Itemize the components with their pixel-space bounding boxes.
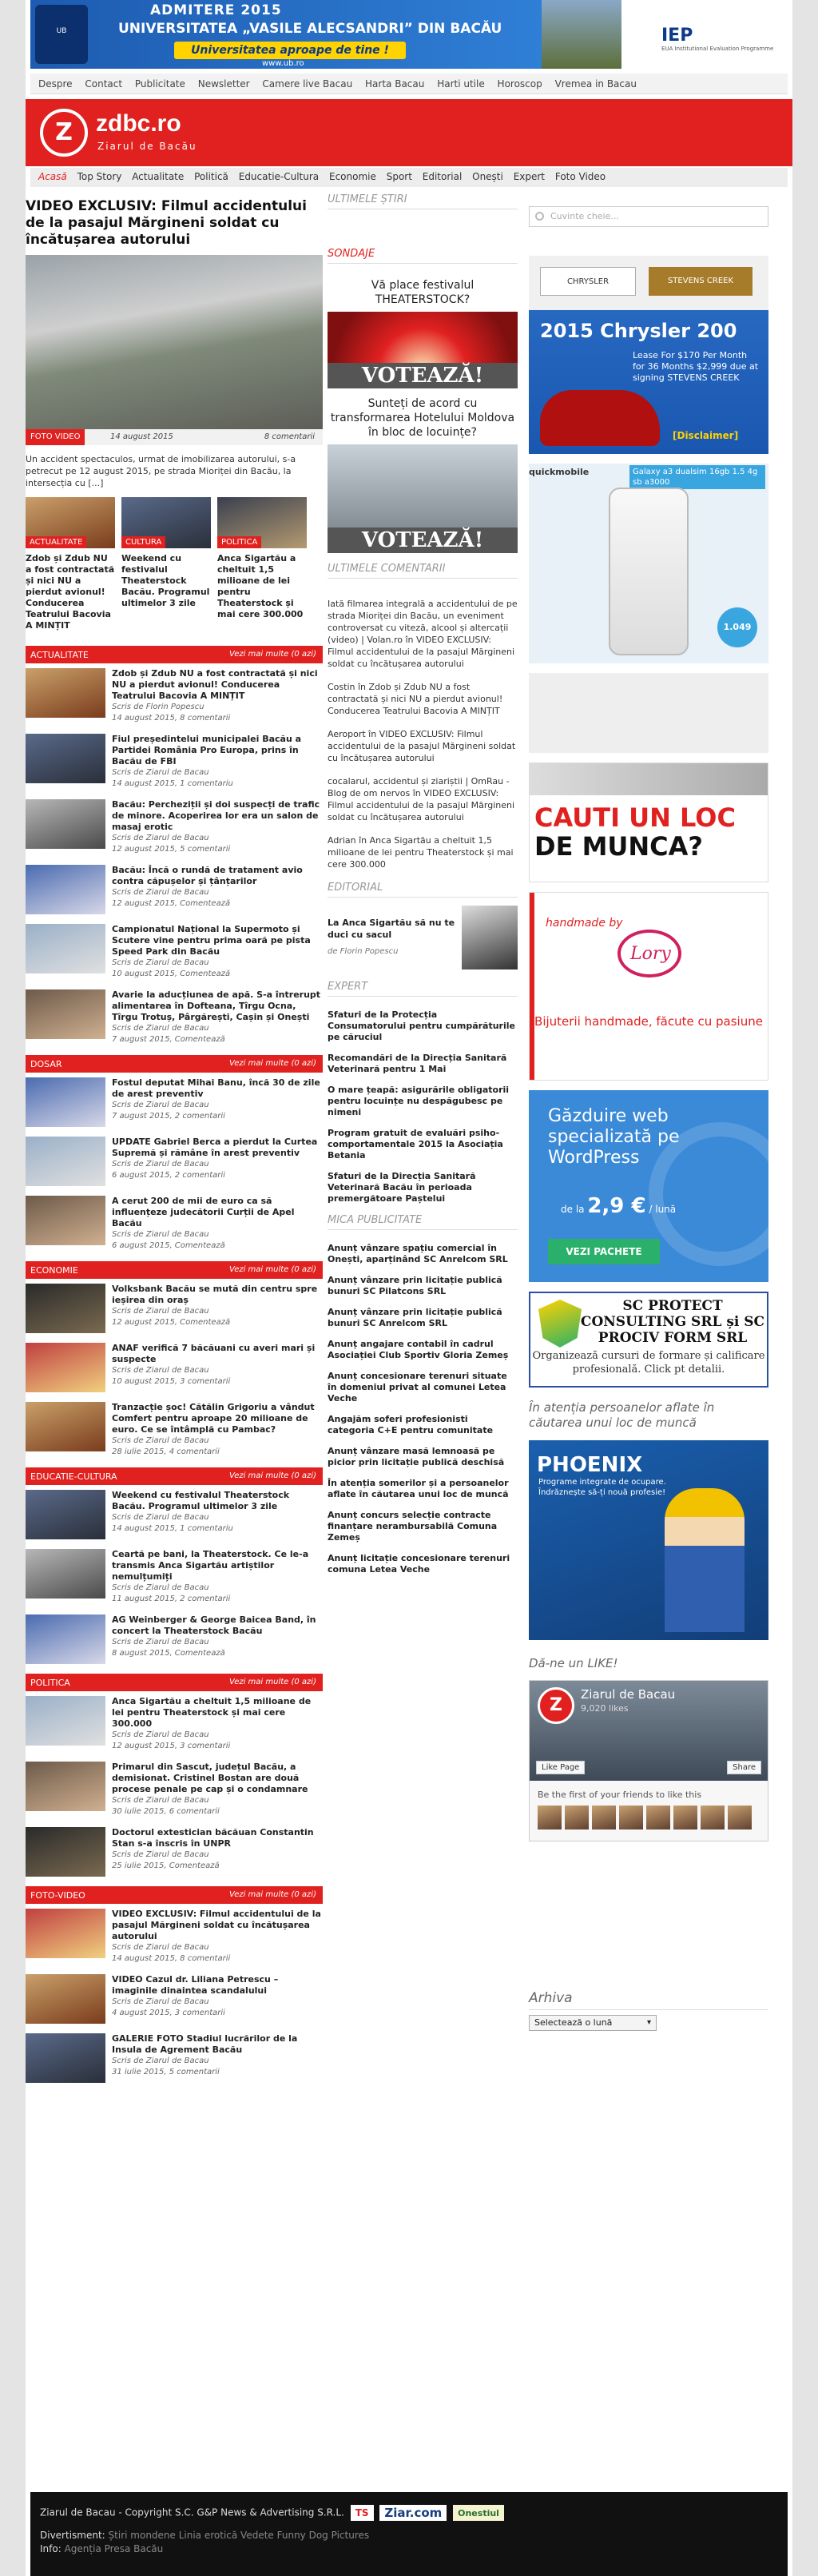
avatar[interactable] (646, 1806, 670, 1829)
ziar-com-badge[interactable]: Ziar.com (379, 2505, 447, 2521)
article-title[interactable]: Anca Sigartău a cheltuit 1,5 milioane de lei pentru Theaterstock și mai cere 300.000 (112, 1696, 312, 1729)
list-item[interactable] (26, 1196, 323, 1252)
avatar[interactable] (619, 1806, 643, 1829)
site-name[interactable]: zdbc.ro (96, 110, 181, 137)
article-author: Scris de Ziarul de Bacau (112, 1436, 209, 1445)
footer-info (40, 2542, 778, 2556)
chrysler-disclaimer[interactable]: [Disclaimer] (673, 430, 739, 441)
list-item[interactable] (26, 1549, 323, 1605)
facebook-page-logo[interactable]: Z (538, 1687, 574, 1724)
iep-logo (621, 0, 788, 69)
article-author: Scris de Ziarul de Bacau (112, 1730, 209, 1739)
featured-excerpt: Un accident spectaculos, urmat de imobilizarea autorului, s-a petrecut pe 12 august 2015, pe strada Mioriței din Bacău, la intersecția cu [...] (26, 454, 296, 488)
trio-tag: ACTUALITATE (26, 536, 86, 548)
article-date: 12 august 2015, 5 comentarii (112, 845, 231, 854)
article-thumbnail[interactable] (26, 1549, 105, 1599)
toplink-publicitate[interactable]: Publicitate (134, 78, 185, 90)
expert-heading: EXPERT (328, 981, 518, 997)
article-thumbnail[interactable] (26, 1827, 105, 1877)
toplink-newsletter[interactable]: Newsletter (197, 78, 250, 90)
article-title[interactable]: Fostul deputat Mihai Banu, încă 30 de zile de arest preventiv (112, 1077, 320, 1099)
nav-top-story[interactable]: Top Story (77, 171, 122, 182)
search-icon (535, 212, 544, 221)
middle-column (328, 193, 518, 1585)
recent-comment[interactable]: Costin în Zdob și Zdub NU a fost contractată și nici NU a pierdut avionul! Conducerea Teatrului Bacovia A MINȚIT (328, 682, 503, 716)
small-ad-item[interactable]: Anunț concurs selecție contracte finanțare nerambursabilă Comuna Zemeș (328, 1510, 498, 1543)
small-ad-item[interactable]: Anunț vânzare prin licitație publică bunuri SC Anrelcom SRL (328, 1307, 502, 1328)
jobs-line-1: CAUTI UN LOC (534, 802, 736, 833)
small-ad-item[interactable]: Anunț angajare contabil în cadrul Asociației Club Sportiv Gloria Zemeș (328, 1339, 509, 1360)
list-item[interactable] (26, 1402, 323, 1458)
section-title[interactable]: FOTO-VIDEO (30, 1890, 85, 1901)
recent-comment[interactable]: cocalarul, accidentul și ziariștii | OmRau - Blog de om nervos în VIDEO EXCLUSIV: Filmul accidentului de la pasajul Mărgineni soldat cu încătușarea autorului (328, 776, 515, 822)
small-ad-item[interactable]: Anunț vânzare prin licitație publică bunuri SC Pilatcons SRL (328, 1275, 502, 1296)
avatar[interactable] (538, 1806, 562, 1829)
list-item[interactable] (26, 799, 323, 855)
list-item[interactable] (26, 1762, 323, 1818)
article-author: Scris de Ziarul de Bacau (112, 1230, 209, 1239)
page (26, 0, 792, 2576)
top-links (30, 74, 788, 94)
article-thumbnail[interactable] (26, 1974, 105, 2024)
trio-image[interactable] (217, 497, 307, 548)
section-header (26, 646, 323, 663)
article-date: 10 august 2015, Comentează (112, 969, 231, 978)
poll-question-2: Sunteți de acord cu transformarea Hotelului Moldova în bloc de locuințe? (330, 397, 515, 439)
nav-editorial[interactable]: Editorial (422, 171, 463, 182)
scp-companies: SC PROTECT CONSULTING SRL și SC PROCIV FORM SRL (580, 1298, 765, 1346)
article-author: Scris de Ziarul de Bacau (112, 834, 209, 842)
phone-model: Galaxy a3 dualsim 16gb 1.5 4g sb a3000 (629, 465, 765, 489)
expert-item[interactable]: Recomandări de la Direcția Sanitară Veterinară pentru 1 Mai (328, 1053, 507, 1074)
left-column (26, 198, 323, 2092)
article-date: 14 august 2015, 8 comentarii (112, 714, 231, 723)
section-header (26, 1674, 323, 1691)
article-date: 7 august 2015, 2 comentarii (112, 1112, 225, 1121)
list-item[interactable] (26, 1696, 323, 1752)
section-foto-video (26, 1886, 323, 2083)
article-thumbnail[interactable] (26, 1284, 105, 1333)
trio-row (26, 497, 323, 631)
ts-badge[interactable]: TS (351, 2505, 374, 2521)
chrysler-logo: CHRYSLER (540, 267, 636, 296)
phoenix-sub: Programe integrate de ocupare. Îndrăznește să-ți nouă profesie! (538, 1478, 666, 1497)
article-thumbnail[interactable] (26, 865, 105, 914)
section-more-link[interactable]: Vezi mai multe (0 azi) (228, 1890, 316, 1899)
archive-heading: Arhiva (529, 1990, 768, 2010)
recent-comment[interactable]: Iată filmarea integrală a accidentului de pe strada Mioriței din Bacău, un eveniment controversat cu viteză, alcool și altercații (video) | Volan.ro în VIDEO EXCLUSIV: Filmul accidentului de la pasajul Mărgineni soldat cu încătușarea autorului (328, 599, 518, 669)
jobs-ad[interactable] (529, 762, 768, 882)
expert-item[interactable]: O mare țeapă: asigurările obligatorii pentru locuințe nu despăgubesc pe nimeni (328, 1085, 510, 1117)
article-date: 6 august 2015, 2 comentarii (112, 1171, 225, 1180)
list-item[interactable] (26, 1137, 323, 1186)
lory-name: Lory (630, 944, 671, 964)
iep-sub: EUA Institutional Evaluation Programme (661, 46, 774, 52)
university-logo: UB (35, 5, 88, 64)
site-tagline: Ziarul de Bacău (97, 141, 197, 152)
trio-image[interactable] (26, 497, 115, 548)
list-item[interactable] (26, 1343, 323, 1392)
chrysler-ad[interactable] (529, 256, 768, 454)
car-image (540, 390, 660, 446)
section-more-link[interactable]: Vezi mai multe (0 azi) (228, 1471, 316, 1480)
section-header (26, 1261, 323, 1279)
article-author: Scris de Ziarul de Bacau (112, 1513, 209, 1522)
article-title[interactable]: Zdob și Zdub NU a fost contractată și nici NU a pierdut avionul! Conducerea Teatrului Bacovia A MINȚIT (112, 668, 318, 701)
article-author: Scris de Ziarul de Bacau (112, 958, 209, 967)
small-ad-item[interactable]: Anunț licitație concesionare terenuri comuna Letea Veche (328, 1553, 510, 1575)
article-author: Scris de Ziarul de Bacau (112, 2056, 209, 2065)
toplink-vremea[interactable]: Vremea in Bacau (554, 78, 637, 90)
banner-slogan: Universitatea aproape de tine ! (174, 42, 406, 59)
list-item[interactable] (26, 1077, 323, 1127)
article-author: Scris de Ziarul de Bacau (112, 768, 209, 777)
footer-row (40, 2505, 778, 2521)
article-thumbnail[interactable] (26, 924, 105, 973)
featured-meta (26, 429, 323, 445)
article-title[interactable]: Tranzacție șoc! Cătălin Grigoriu a vândut Comfert pentru aproape 20 milioane de euro. Ce se întâmplă cu Pambac? (112, 1402, 315, 1435)
expert-item[interactable]: Sfaturi de la Protecția Consumatorului pentru cumpărăturile pe căruciul (328, 1009, 515, 1042)
dealer-logo: STEVENS CREEK (649, 267, 752, 296)
section-more-link[interactable]: Vezi mai multe (0 azi) (228, 1265, 316, 1274)
article-thumbnail[interactable] (26, 1490, 105, 1539)
trio-item[interactable] (26, 497, 115, 631)
article-title[interactable]: Weekend cu festivalul Theaterstock Bacău. Programul ultimelor 3 zile (112, 1490, 290, 1511)
nav-economie[interactable]: Economie (329, 171, 376, 182)
article-author: Scris de Ziarul de Bacau (112, 888, 209, 897)
trio-tag: CULTURA (121, 536, 165, 548)
wp-price: 2,9 € (587, 1194, 646, 1218)
nav-expert[interactable]: Expert (513, 171, 546, 182)
see-packages-button[interactable]: VEZI PACHETE (548, 1239, 660, 1264)
article-title[interactable]: Avarie la aducțiunea de apă. S-a întrerupt alimentarea în Dofteana, Tîrgu Ocna, Tîrgu Trotuș, Pârgărești, Cașin și Onești (112, 989, 321, 1022)
section-title[interactable]: DOSAR (30, 1059, 62, 1069)
iep-text: IEP (661, 26, 693, 46)
list-item[interactable] (26, 1827, 323, 1877)
site-header (26, 99, 792, 166)
avatar[interactable] (728, 1806, 752, 1829)
article-author: Scris de Ziarul de Bacau (112, 1638, 209, 1646)
chevron-down-icon: ▾ (646, 2018, 651, 2027)
article-author: Scris de Florin Popescu (112, 703, 204, 711)
article-date: 11 august 2015, 2 comentarii (112, 1595, 231, 1603)
article-title[interactable]: GALERIE FOTO Stadiul lucrărilor de la Insula de Agrement Bacău (112, 2033, 298, 2055)
article-thumbnail[interactable] (26, 1137, 105, 1186)
wordpress-hosting-ad[interactable] (529, 1090, 768, 1282)
article-thumbnail[interactable] (26, 1696, 105, 1746)
small-ad-item[interactable]: Anunț vânzare masă lemnoasă pe picior prin licitație publică deschisă (328, 1446, 505, 1467)
article-date: 12 august 2015, 3 comentarii (112, 1742, 231, 1750)
onestiul-badge[interactable]: Onestiul (453, 2505, 504, 2521)
scp-text: Organizează cursuri de formare și calificare profesională. Click pt detalii. (532, 1350, 765, 1376)
small-ad-item[interactable]: Angajăm soferi profesionisti categoria C+E pentru comunitate (328, 1414, 494, 1435)
article-title[interactable]: Ceartă pe bani, la Theaterstock. Ce le-a transmis Anca Sigartău artiștilor nemulțumiți (112, 1549, 309, 1582)
section-title[interactable]: EDUCATIE-CULTURA (30, 1471, 117, 1482)
small-ad-item[interactable]: Anunț concesionare terenuri situate în domeniul privat al comunei Letea Veche (328, 1371, 507, 1403)
article-thumbnail[interactable] (26, 1196, 105, 1245)
quickmobile-logo: quickmobile (529, 467, 590, 477)
info-link[interactable]: Agenția Presa Bacău (64, 2543, 164, 2554)
toplink-contact[interactable]: Contact (85, 78, 123, 90)
section-header (26, 1886, 323, 1904)
facebook-like-count: 9,020 likes (581, 1703, 629, 1714)
phoenix-title: PHOENIX (537, 1453, 643, 1477)
nav-actualitate[interactable]: Actualitate (132, 171, 185, 182)
article-author: Scris de Ziarul de Bacau (112, 1943, 209, 1952)
vote-label-1: VOTEAZĂ! (328, 363, 518, 388)
list-item[interactable] (26, 865, 323, 914)
editorial-author: de Florin Popescu (328, 947, 399, 956)
wp-per: / lună (649, 1204, 677, 1215)
section-title[interactable]: ACTUALITATE (30, 650, 89, 660)
list-item[interactable] (26, 989, 323, 1045)
article-title[interactable]: UPDATE Gabriel Berca a pierdut la Curtea Supremă și rămâne în arest preventiv (112, 1137, 318, 1158)
article-date: 8 august 2015, Comentează (112, 1649, 225, 1658)
protect-consulting-ad[interactable] (529, 1292, 768, 1388)
toplink-harti[interactable]: Harti utile (437, 78, 485, 90)
share-button[interactable]: Share (727, 1761, 761, 1774)
list-item[interactable] (26, 1974, 323, 2024)
chrysler-title: 2015 Chrysler 200 (540, 320, 737, 342)
article-date: 25 iulie 2015, Comentează (112, 1861, 220, 1870)
lory-ad[interactable] (529, 892, 768, 1081)
avatar[interactable] (592, 1806, 616, 1829)
lory-text: Bijuterii handmade, făcute cu pasiune (534, 1014, 763, 1029)
polls-heading: SONDAJE (328, 248, 518, 264)
toplink-harta[interactable]: Harta Bacau (365, 78, 425, 90)
article-title[interactable]: VIDEO Cazul dr. Liliana Petrescu – imaginile dinaintea scandalului (112, 1974, 279, 1996)
article-date: 10 august 2015, 3 comentarii (112, 1377, 231, 1386)
poll-question-1: Vă place festivalul THEATERSTOCK? (371, 279, 475, 306)
article-date: 30 iulie 2015, 6 comentarii (112, 1807, 220, 1816)
footer-divertisment (40, 2529, 778, 2542)
featured-title[interactable]: VIDEO EXCLUSIV: Filmul accidentului de la pasajul Mărgineni soldat cu încătușarea autorului (26, 198, 307, 248)
list-item[interactable] (26, 668, 323, 724)
article-author: Scris de Ziarul de Bacau (112, 1366, 209, 1375)
trio-item[interactable] (217, 497, 307, 631)
article-date: 7 august 2015, Comentează (112, 1035, 225, 1044)
small-ad-item[interactable]: Anunț vânzare spațiu comercial în Onești, aparținând SC Anrelcom SRL (328, 1243, 508, 1264)
info-label: Info: (40, 2543, 62, 2554)
article-title[interactable]: VIDEO EXCLUSIV: Filmul accidentului de la pasajul Mărgineni soldat cu încătușarea autorului (112, 1909, 321, 1941)
list-item[interactable] (26, 1490, 323, 1539)
trio-item[interactable] (121, 497, 211, 631)
article-title[interactable]: Doctorul extestician băcăuan Constantin Stan s-a înscris în UNPR (112, 1827, 314, 1849)
vote-button-1[interactable] (328, 312, 518, 388)
article-title[interactable]: Bacău: Încă o rundă de tratament avio contra căpușelor și țânțarilor (112, 865, 303, 886)
section-actualitate (26, 646, 323, 1045)
article-author: Scris de Ziarul de Bacau (112, 1850, 209, 1859)
trio-image[interactable] (121, 497, 211, 548)
wp-from: de la (561, 1204, 585, 1215)
like-heading: Dă-ne un LIKE! (529, 1656, 618, 1670)
facebook-friends-text: Be the first of your friends to like this (538, 1790, 702, 1800)
article-title[interactable]: A cerut 200 de mii de euro ca să influențeze judecătorii Curții de Apel Bacău (112, 1196, 295, 1228)
avatar[interactable] (701, 1806, 725, 1829)
ad-placeholder (529, 673, 768, 753)
chrysler-offer: Lease For $170 Per Month for 36 Months $2,999 due at signing STEVENS CREEK (633, 350, 759, 383)
main-nav (30, 168, 788, 187)
right-column (529, 206, 768, 2031)
article-title[interactable]: Fiul președintelui municipalei Bacău a Partidei România Pro Europa, prins în Bacău de FBI (112, 734, 302, 766)
list-item[interactable] (26, 1909, 323, 1965)
site-footer (30, 2492, 788, 2576)
wp-title: Găzduire web specializată pe WordPress (548, 1106, 680, 1168)
article-thumbnail[interactable] (26, 799, 105, 849)
article-title[interactable]: Volksbank Bacău se mută din centru spre ieșirea din oraș (112, 1284, 318, 1305)
editorial-heading: EDITORIAL (328, 882, 518, 898)
banner-photo (542, 0, 621, 69)
section-politica (26, 1674, 323, 1877)
featured-image[interactable] (26, 255, 323, 429)
list-item[interactable] (26, 1284, 323, 1333)
article-date: 6 august 2015, Comentează (112, 1241, 225, 1250)
avatar[interactable] (673, 1806, 697, 1829)
section-dosar (26, 1055, 323, 1252)
trio-title[interactable]: Weekend cu festivalul Theaterstock Bacău. Programul ultimelor 3 zile (121, 553, 210, 608)
section-more-link[interactable]: Vezi mai multe (0 azi) (228, 1678, 316, 1686)
comments-heading: ULTIMELE COMENTARII (328, 563, 518, 579)
featured-comments[interactable]: 8 comentarii (264, 432, 315, 441)
article-date: 28 iulie 2015, 4 comentarii (112, 1447, 220, 1456)
avatar[interactable] (565, 1806, 589, 1829)
worker-image (665, 1488, 745, 1632)
archive-select[interactable] (529, 2015, 657, 2031)
top-banner-ad[interactable] (30, 0, 788, 69)
article-author: Scris de Ziarul de Bacau (112, 1024, 209, 1033)
search-input[interactable] (529, 206, 768, 227)
featured-tag[interactable]: FOTO VIDEO (26, 429, 85, 445)
recent-comment[interactable]: Aeroport în VIDEO EXCLUSIV: Filmul accidentului de la pasajul Mărgineni soldat cu încătușarea autorului (328, 729, 516, 763)
article-title[interactable]: AG Weinberger & George Baicea Band, în concert la Theaterstock Bacău (112, 1614, 316, 1636)
archive-select-value: Selectează o lună (534, 2017, 613, 2028)
trio-title[interactable]: Zdob și Zdub NU a fost contractată și nici NU a pierdut avionul! Conducerea Teatrului Bacovia A MINȚIT (26, 553, 115, 631)
nav-sport[interactable]: Sport (386, 171, 412, 182)
article-title[interactable]: Primarul din Sascut, județul Bacău, a demisionat. Cristinel Bostan are două procese penale pe cap și o condamnare (112, 1762, 308, 1794)
section-header (26, 1055, 323, 1073)
footer-copyright: Ziarul de Bacau - Copyright S.C. G&P News & Advertising S.R.L. (40, 2506, 344, 2518)
recent-comment[interactable]: Adrian în Anca Sigartău a cheltuit 1,5 milioane de lei pentru Theaterstock și mai cere 300.000 (328, 835, 514, 870)
phone-price: 1.049 Lei (717, 607, 757, 647)
list-item[interactable] (26, 924, 323, 980)
vote-label-2: VOTEAZĂ! (328, 528, 518, 553)
banner-university: UNIVERSITATEA „VASILE ALECSANDRI” DIN BACĂU (118, 21, 502, 37)
phoenix-ad[interactable] (529, 1440, 768, 1640)
nav-politica[interactable]: Politică (194, 171, 228, 182)
facebook-widget[interactable] (529, 1680, 768, 1841)
editorial-author-photo[interactable] (462, 906, 518, 969)
article-date: 12 august 2015, Comentează (112, 899, 231, 908)
article-date: 12 august 2015, Comentează (112, 1318, 231, 1327)
facebook-page-name[interactable]: Ziarul de Bacau (581, 1687, 676, 1702)
trio-tag: POLITICA (217, 536, 261, 548)
nav-onesti[interactable]: Onești (472, 171, 503, 182)
toplink-despre[interactable]: Despre (38, 78, 73, 90)
div-label: Divertisment: (40, 2530, 105, 2541)
article-thumbnail[interactable] (26, 668, 105, 718)
trio-title[interactable]: Anca Sigartău a cheltuit 1,5 milioane de lei pentru Theaterstock și mai cere 300.000 (217, 553, 304, 619)
section-economie (26, 1261, 323, 1458)
section-header (26, 1467, 323, 1485)
article-date: 31 iulie 2015, 5 comentarii (112, 2068, 220, 2076)
nav-foto-video[interactable]: Foto Video (554, 171, 606, 182)
editorial-item[interactable] (328, 906, 518, 969)
banner-url: www.ub.ro (262, 59, 304, 68)
section-title[interactable]: POLITICA (30, 1678, 70, 1688)
article-thumbnail[interactable] (26, 1909, 105, 1958)
samsung-ad[interactable] (529, 464, 768, 672)
article-thumbnail[interactable] (26, 1343, 105, 1392)
article-author: Scris de Ziarul de Bacau (112, 1583, 209, 1592)
section-more-link[interactable]: Vezi mai multe (0 azi) (228, 1059, 316, 1068)
article-thumbnail[interactable] (26, 1762, 105, 1811)
article-author: Scris de Ziarul de Bacau (112, 1160, 209, 1169)
search-placeholder: Cuvinte cheie... (550, 211, 619, 221)
site-logo-icon[interactable]: Z (40, 109, 88, 157)
section-educatie-cultura (26, 1467, 323, 1664)
jobseekers-caption: În atenția persoanelor aflate în căutarea unui loc de muncă (529, 1400, 715, 1430)
article-thumbnail[interactable] (26, 734, 105, 783)
section-list (26, 646, 323, 2083)
article-date: 14 august 2015, 1 comentariu (112, 1524, 233, 1533)
toplink-camere[interactable]: Camere live Bacau (262, 78, 353, 90)
wp-price-line (561, 1194, 676, 1218)
article-date: 4 august 2015, 3 comentarii (112, 2009, 225, 2017)
div-links[interactable]: Știri mondene Linia erotică Vedete Funny Dog Pictures (108, 2530, 370, 2541)
list-item[interactable] (26, 2033, 323, 2083)
article-date: 14 august 2015, 1 comentariu (112, 779, 233, 788)
nav-educatie[interactable]: Educatie-Cultura (238, 171, 320, 182)
nav-acasa[interactable]: Acasă (38, 171, 67, 182)
facebook-friend-avatars (538, 1806, 752, 1829)
editorial-title[interactable]: La Anca Sigartău să nu te duci cu sacul (328, 918, 455, 940)
article-author: Scris de Ziarul de Bacau (112, 1307, 209, 1316)
small-ad-item[interactable]: În atenția somerilor și a persoanelor aflate în căutarea unui loc de muncă (328, 1478, 509, 1499)
article-thumbnail[interactable] (26, 1402, 105, 1451)
section-title[interactable]: ECONOMIE (30, 1265, 78, 1276)
banner-title: ADMITERE 2015 (150, 2, 282, 18)
expert-item[interactable]: Sfaturi de la Direcția Sanitară Veterinară Bacău în perioada premergătoare Paștelui (328, 1171, 476, 1204)
latest-news-heading: ULTIMELE ȘTIRI (328, 193, 518, 209)
article-thumbnail[interactable] (26, 1077, 105, 1127)
featured-date: 14 august 2015 (110, 432, 173, 441)
phone-image (609, 488, 689, 655)
article-title[interactable]: Bacău: Percheziții și doi suspecți de trafic de minore. Acoperirea lor era un salon de masaj erotic (112, 799, 320, 832)
expert-item[interactable]: Program gratuit de evaluări psiho-comportamentale 2015 la Asociația Betania (328, 1128, 503, 1161)
article-title[interactable]: ANAF verifică 7 băcăuani cu averi mari și suspecte (112, 1343, 316, 1364)
article-thumbnail[interactable] (26, 1614, 105, 1664)
article-date: 14 august 2015, 8 comentarii (112, 1954, 231, 1963)
article-thumbnail[interactable] (26, 2033, 105, 2083)
section-more-link[interactable]: Vezi mai multe (0 azi) (228, 650, 316, 659)
lory-handmade: handmade by (546, 917, 623, 930)
article-author: Scris de Ziarul de Bacau (112, 1101, 209, 1109)
article-title[interactable]: Campionatul Național la Supermoto și Scutere vine pentru prima oară pe pista Speed Park din Bacău (112, 924, 311, 957)
small-ads-heading: MICA PUBLICITATE (328, 1214, 518, 1230)
list-item[interactable] (26, 1614, 323, 1664)
article-author: Scris de Ziarul de Bacau (112, 1796, 209, 1805)
article-author: Scris de Ziarul de Bacau (112, 1997, 209, 2006)
article-thumbnail[interactable] (26, 989, 105, 1039)
vote-button-2[interactable] (328, 444, 518, 553)
toplink-horoscop[interactable]: Horoscop (497, 78, 542, 90)
like-page-button[interactable]: Like Page (536, 1761, 585, 1774)
jobs-line-2: DE MUNCA? (534, 831, 703, 862)
list-item[interactable] (26, 734, 323, 790)
